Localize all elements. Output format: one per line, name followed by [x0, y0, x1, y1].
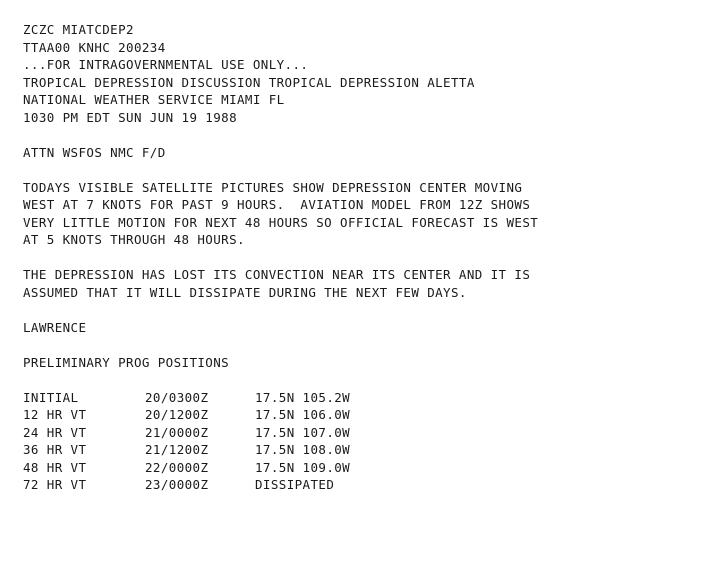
- prog-row-label: 36 HR VT: [23, 442, 87, 457]
- prog-row: [23, 424, 693, 442]
- discussion-paragraph-2-line: THE DEPRESSION HAS LOST ITS CONVECTION NEAR ITS CENTER AND IT IS: [23, 267, 531, 282]
- prog-row: [23, 441, 693, 459]
- discussion-paragraph-1-line: AT 5 KNOTS THROUGH 48 HOURS.: [23, 232, 245, 247]
- header-line-distribution: ...FOR INTRAGOVERNMENTAL USE ONLY...: [23, 57, 309, 72]
- blank-line: [23, 371, 693, 389]
- header-line-title: TROPICAL DEPRESSION DISCUSSION TROPICAL DEPRESSION ALETTA: [23, 74, 475, 90]
- prog-row-label: 12 HR VT: [23, 407, 87, 422]
- prog-row-position: 17.5N 107.0W: [255, 424, 351, 440]
- discussion-paragraph-1-line: TODAYS VISIBLE SATELLITE PICTURES SHOW DEPRESSION CENTER MOVING: [23, 179, 523, 195]
- prog-row-label: 24 HR VT: [23, 424, 87, 440]
- prog-row: [23, 406, 693, 424]
- blank-line: [23, 301, 693, 319]
- prog-row: [23, 476, 693, 494]
- prog-row-time: 20/0300Z: [145, 389, 209, 405]
- advisory-document: [23, 21, 693, 494]
- blank-line: [23, 161, 693, 179]
- prog-positions-table: [23, 389, 693, 494]
- prog-row-time: 21/0000Z: [145, 424, 209, 440]
- discussion-paragraph-1-line: WEST AT 7 KNOTS FOR PAST 9 HOURS. AVIATION MODEL FROM 12Z SHOWS: [23, 197, 531, 212]
- forecaster-signature: LAWRENCE: [23, 319, 87, 335]
- prog-row-position: 17.5N 109.0W: [255, 459, 351, 475]
- prog-row-time: 22/0000Z: [145, 459, 209, 475]
- prog-row-position: 17.5N 106.0W: [255, 407, 351, 422]
- discussion-paragraph-2-line: ASSUMED THAT IT WILL DISSIPATE DURING THE NEXT FEW DAYS.: [23, 284, 467, 300]
- prog-row-time: 20/1200Z: [145, 407, 209, 422]
- prog-positions-title: PRELIMINARY PROG POSITIONS: [23, 354, 230, 370]
- prog-row-time: 23/0000Z: [145, 477, 209, 492]
- prog-row: [23, 389, 693, 407]
- prog-row-position: DISSIPATED: [255, 477, 335, 492]
- prog-row-position: 17.5N 108.0W: [255, 442, 351, 457]
- header-line-wmo: TTAA00 KNHC 200234: [23, 39, 166, 55]
- header-line-office: NATIONAL WEATHER SERVICE MIAMI FL: [23, 92, 285, 107]
- prog-row-label: 48 HR VT: [23, 459, 87, 475]
- prog-row-label: INITIAL: [23, 389, 79, 405]
- prog-row-time: 21/1200Z: [145, 442, 209, 457]
- prog-row-position: 17.5N 105.2W: [255, 389, 351, 405]
- blank-line: [23, 336, 693, 354]
- prog-row: [23, 459, 693, 477]
- blank-line: [23, 126, 693, 144]
- prog-row-label: 72 HR VT: [23, 477, 87, 492]
- blank-line: [23, 249, 693, 267]
- header-line-routing: ZCZC MIATCDEP2: [23, 22, 134, 37]
- discussion-paragraph-1-line: VERY LITTLE MOTION FOR NEXT 48 HOURS SO OFFICIAL FORECAST IS WEST: [23, 214, 539, 230]
- header-line-datetime: 1030 PM EDT SUN JUN 19 1988: [23, 109, 237, 125]
- attn-line: ATTN WSFOS NMC F/D: [23, 144, 166, 160]
